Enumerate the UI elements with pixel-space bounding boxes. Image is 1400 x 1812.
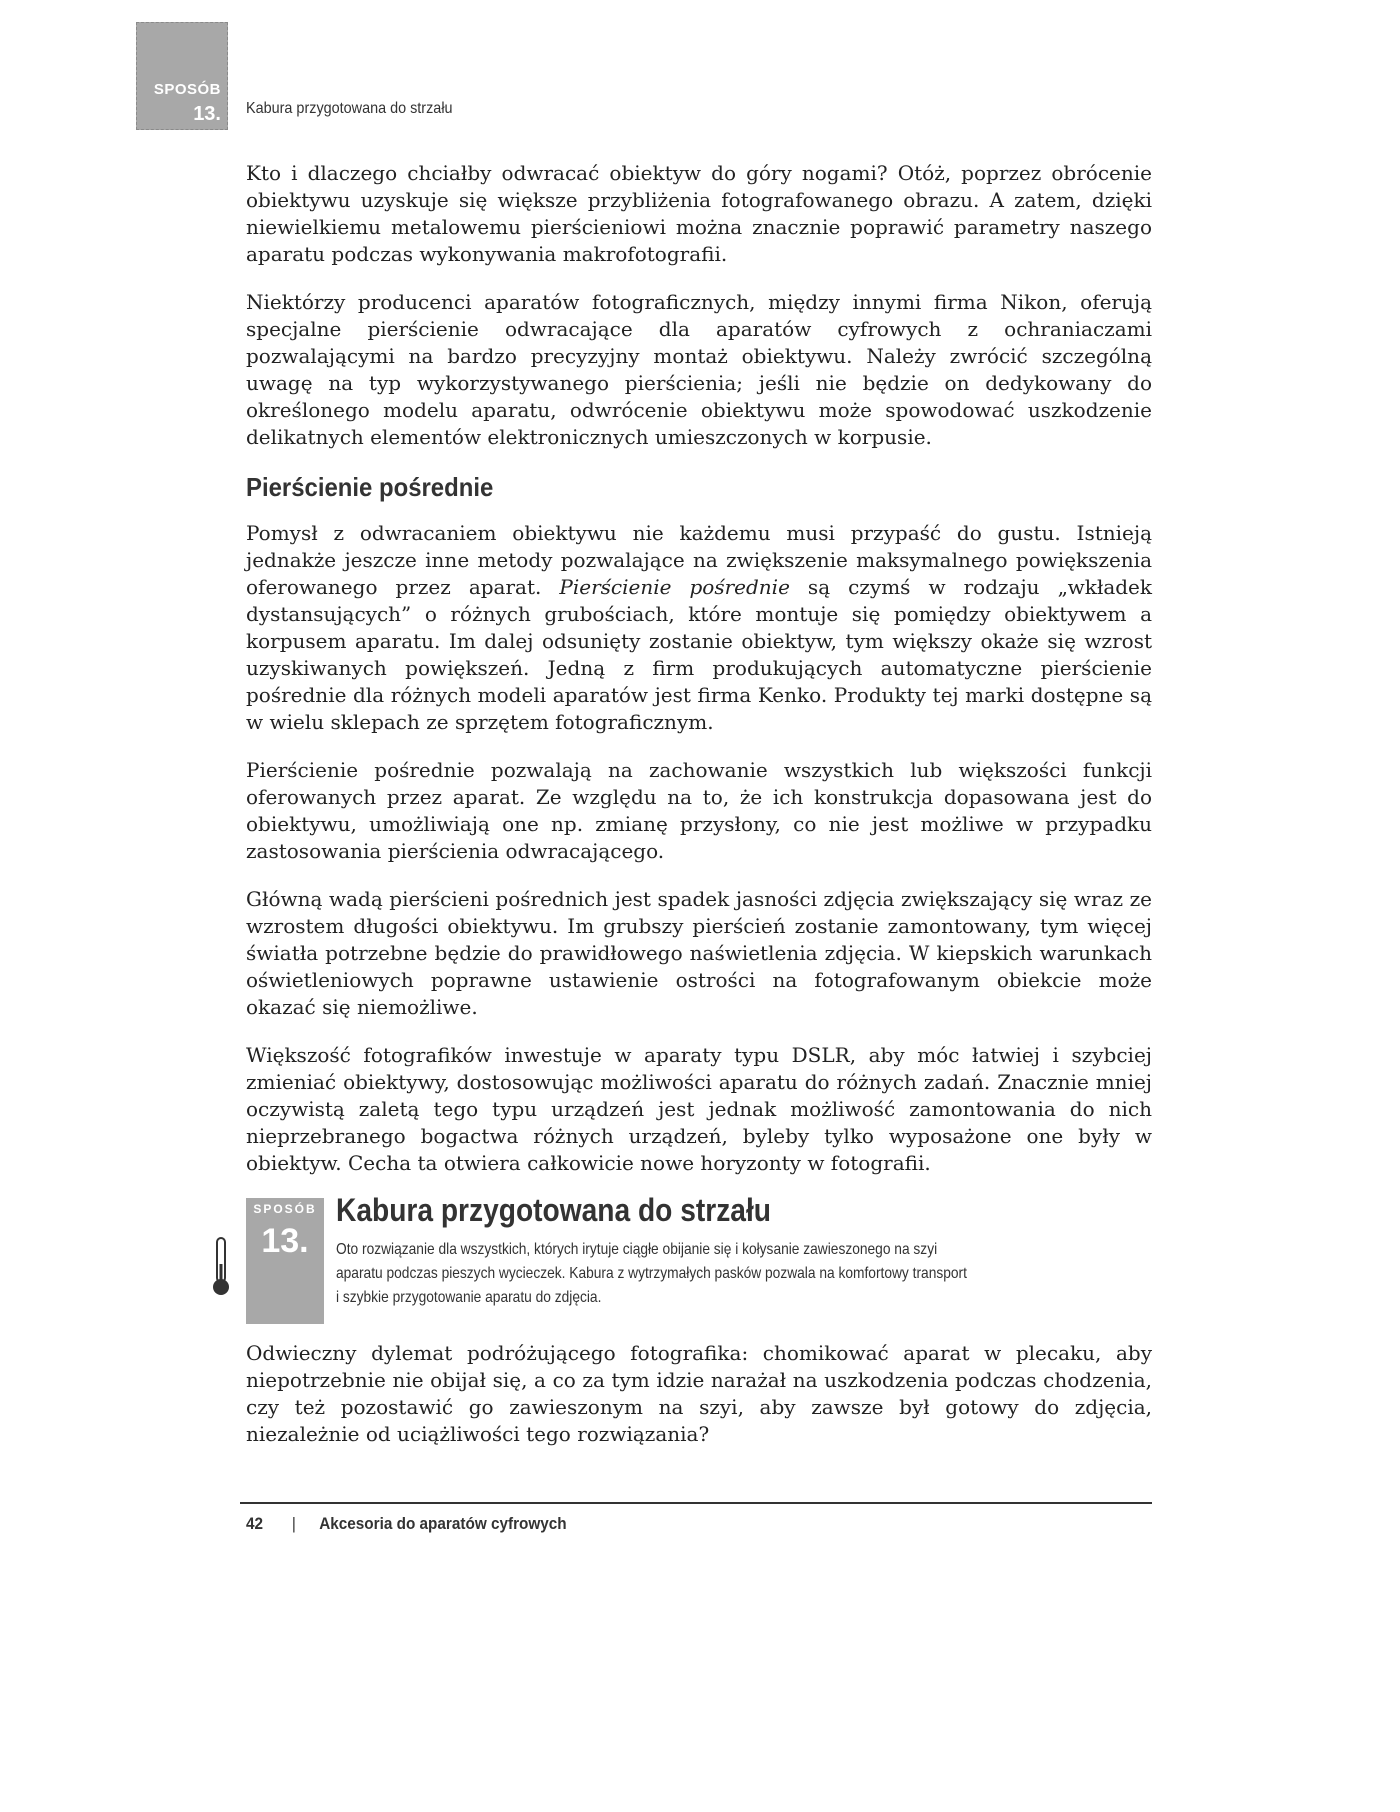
- hack-label: SPOSÓB: [253, 1202, 317, 1216]
- hack-summary-line: Oto rozwiązanie dla wszystkich, których irytuje ciągłe obijanie się i kołysanie zawieszonego na szyi: [336, 1241, 938, 1258]
- paragraph-2: Niektórzy producenci aparatów fotograficznych, między innymi firma Nikon, oferują specjalne pierścienie odwracające dla aparatów cyfrowych z ochraniaczami pozwalającymi na bardzo precyzyjny montaż obiektywu. Należy zwrócić szczególną uwagę na typ wykorzystywanego pierścienia; jeśli nie będzie on dedykowany do określonego modelu aparatu, odwrócenie obiektywu może spowodować uszkodzenie delikatnych elementów elektronicznych umieszczonych w korpusie.: [246, 290, 1152, 449]
- paragraph-3-start: Pomysł z odwracaniem obiektywu nie każdemu musi przypaść do gustu. Istnieją jednakże jeszcze inne metody pozwalające na zwiększenie maksymalnego powiększenia oferowanego przez aparat.: [246, 521, 1152, 599]
- header-tab: [136, 22, 228, 130]
- book-section: Akcesoria do aparatów cyfrowych: [319, 1514, 567, 1533]
- page-content: [246, 160, 1152, 1469]
- paragraph-3-end: są czymś w rodzaju „wkładek dystansujących” o różnych grubościach, które montuje się pomiędzy obiektywem a korpusem aparatu. Im dalej odsunięty zostanie obiektyw, tym większy okaże się wzrost uzyskiwanych powiększeń. Jedną z firm produkujących automatyczne pierścienie pośrednie dla różnych modeli aparatów jest firma Kenko. Produkty tej marki dostępne są w wielu sklepach ze sprzętem fotograficznym.: [246, 575, 1152, 734]
- hack-summary-line: aparatu podczas pieszych wycieczek. Kabura z wytrzymałych pasków pozwala na komfortowy transport: [336, 1265, 967, 1282]
- paragraph-6: Większość fotografików inwestuje w aparaty typu DSLR, aby móc łatwiej i szybciej zmieniać obiektywy, dostosowując możliwości aparatu do różnych zadań. Znacznie mniej oczywistą zaletą tego typu urządzeń jest jednak możliwość zamontowania do nich nieprzebranego bogactwa różnych urządzeń, byleby tylko wyposażone one były w obiektyw. Cecha ta otwiera całkowicie nowe horyzonty w fotografii.: [246, 1043, 1152, 1175]
- paragraph-7: Odwieczny dylemat podróżującego fotografika: chomikować aparat w plecaku, aby niepotrzebnie nie obijał się, a co za tym idzie narażał na uszkodzenia podczas chodzenia, czy też pozostawić go zawieszonym na szyi, aby zawsze był gotowy do zdjęcia, niezależnie od uciążliwości tego rozwiązania?: [246, 1341, 1152, 1446]
- thermometer-icon: [210, 1236, 232, 1298]
- page-number: 42: [246, 1514, 264, 1533]
- paragraph-3: [246, 520, 1152, 736]
- hack-header: [246, 1192, 1152, 1326]
- hack-number-box: [246, 1198, 324, 1324]
- header-tab-label: SPOSÓB: [153, 81, 221, 98]
- paragraph-3-emphasis: Pierścienie pośrednie: [559, 575, 790, 599]
- paragraph-5: Główną wadą pierścieni pośrednich jest spadek jasności zdjęcia zwiększający się wraz ze wzrostem długości obiektywu. Im grubszy pierścień zostanie zamontowany, tym więcej światła potrzebne będzie do prawidłowego naświetlenia zdjęcia. W kiepskich warunkach oświetleniowych poprawne ustawienie ostrości na fotografowanym obiekcie może okazać się niemożliwe.: [246, 887, 1152, 1019]
- hack-number: 13.: [261, 1222, 309, 1260]
- section-heading: Pierścienie pośrednie: [246, 472, 494, 502]
- paragraph-4: Pierścienie pośrednie pozwalają na zachowanie wszystkich lub większości funkcji oferowanych przez aparat. Ze względu na to, że ich konstrukcja dopasowana jest do obiektywu, umożliwiają one np. zmianę przysłony, co nie jest możliwe w przypadku zastosowania pierścienia odwracającego.: [246, 758, 1152, 863]
- hack-summary: [336, 1238, 1093, 1310]
- hack-summary-line: i szybkie przygotowanie aparatu do zdjęcia.: [336, 1289, 602, 1306]
- hack-title: Kabura przygotowana do strzału: [336, 1192, 771, 1228]
- header-tab-number: 13.: [193, 103, 221, 125]
- footer-rule: [240, 1502, 1152, 1504]
- running-title: Kabura przygotowana do strzału: [246, 100, 453, 117]
- paragraph-1: Kto i dlaczego chciałby odwracać obiektyw do góry nogami? Otóż, poprzez obrócenie obiektywu uzyskuje się większe przybliżenia fotografowanego obrazu. A zatem, dzięki niewielkiemu metalowemu pierścieniowi można znacznie poprawić parametry naszego aparatu podczas wykonywania makrofotografii.: [246, 161, 1152, 266]
- footer-separator: |: [291, 1514, 296, 1533]
- footer: [246, 1514, 567, 1534]
